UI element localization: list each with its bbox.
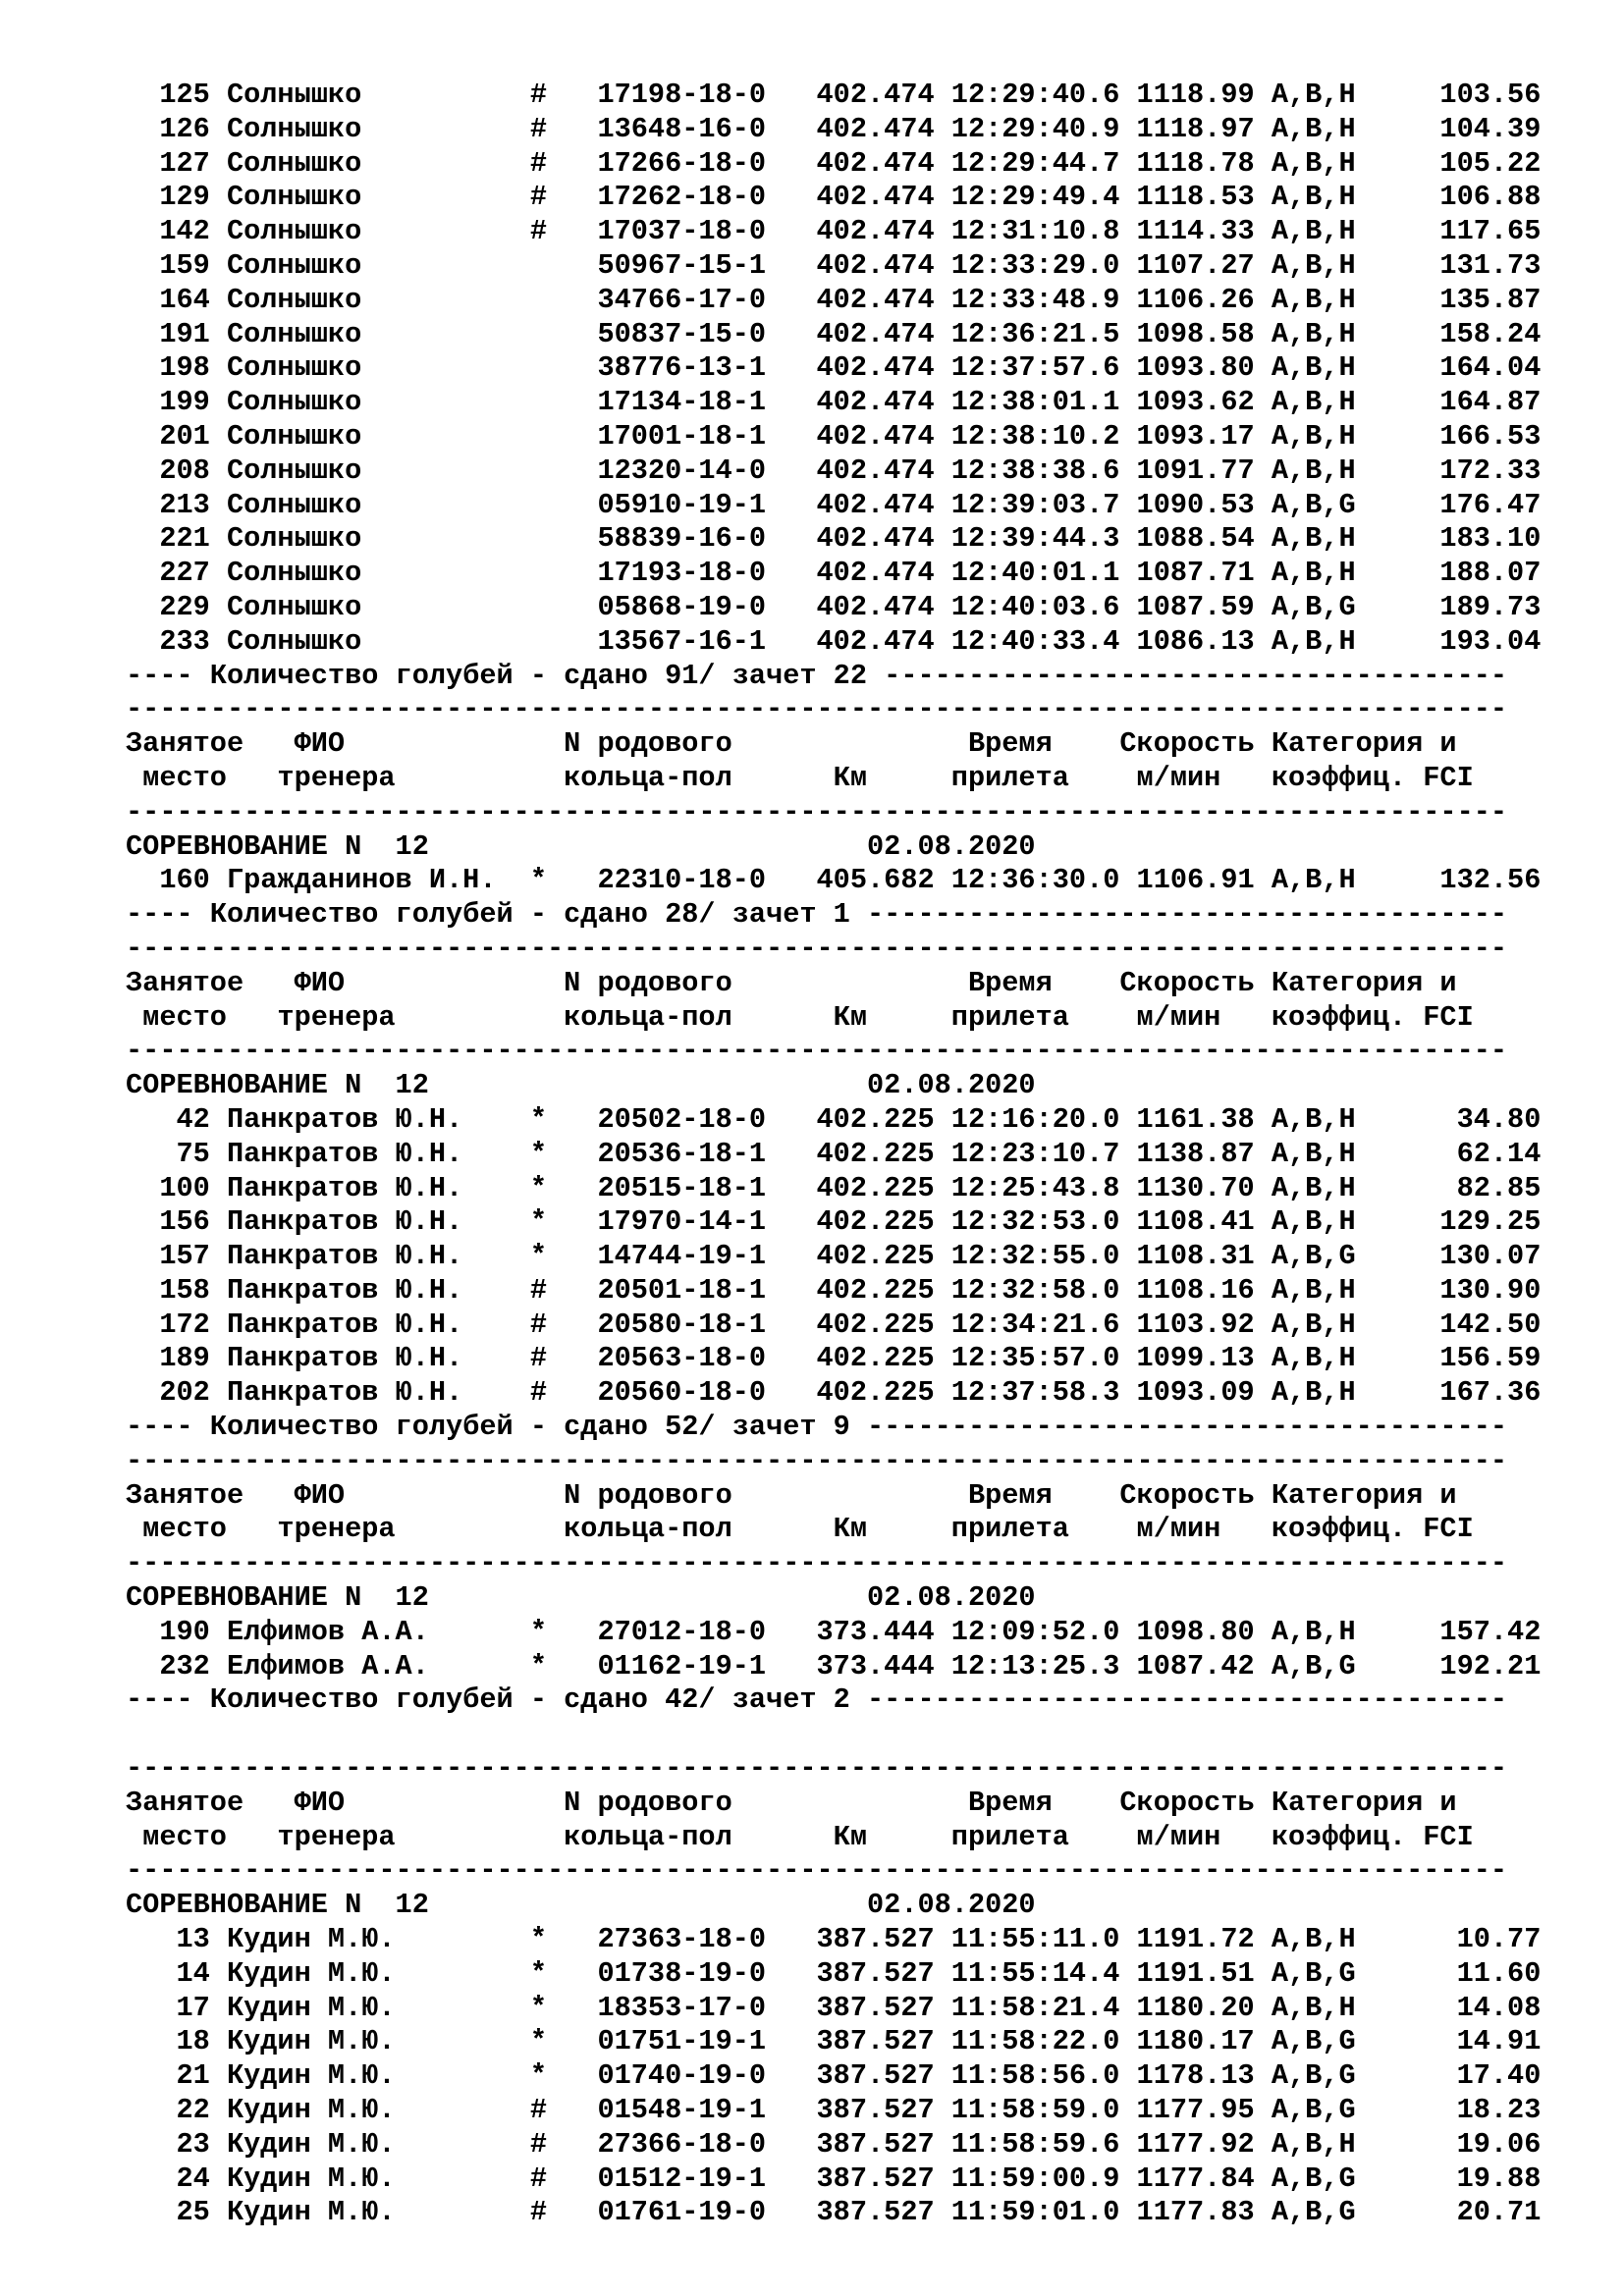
text-line: место тренера кольца-пол Км прилета м/мин коэффиц. FCI [126,761,1474,794]
text-line: Занятое ФИО N родового Время Скорость Категория и [126,727,1457,761]
text-line: 75 Панкратов Ю.Н. * 20536-18-1 402.225 12:23:10.7 1138.87 A,B,H 62.14 [126,1137,1542,1170]
text-line: место тренера кольца-пол Км прилета м/мин коэффиц. FCI [126,1000,1474,1034]
text-line: 42 Панкратов Ю.Н. * 20502-18-0 402.225 12:16:20.0 1161.38 A,B,H 34.80 [126,1102,1542,1136]
text-line: ---------------------------------------------------------------------------------- [126,795,1508,828]
text-line: 202 Панкратов Ю.Н. # 20560-18-0 402.225 12:37:58.3 1093.09 A,B,H 167.36 [126,1376,1542,1410]
text-line: Занятое ФИО N родового Время Скорость Категория и [126,1786,1457,1819]
text-line: 22 Кудин М.Ю. # 01548-19-1 387.527 11:58:59.0 1177.95 A,B,G 18.23 [126,2094,1542,2127]
results-printout [126,79,1598,2230]
text-line: ---------------------------------------------------------------------------------- [126,1035,1508,1068]
text-line: 227 Солнышко 17193-18-0 402.474 12:40:01.1 1087.71 A,B,H 188.07 [126,557,1542,590]
text-line: 100 Панкратов Ю.Н. * 20515-18-1 402.225 12:25:43.8 1130.70 A,B,H 82.85 [126,1171,1542,1204]
text-line: 172 Панкратов Ю.Н. # 20580-18-1 402.225 12:34:21.6 1103.92 A,B,H 142.50 [126,1308,1542,1341]
text-line: СОРЕВНОВАНИЕ N 12 02.08.2020 [126,829,1036,863]
text-line: ---- Количество голубей - сдано 91/ зачет 22 ------------------------------------- [126,659,1508,692]
text-line: ---------------------------------------------------------------------------------- [126,1752,1508,1786]
text-line: ---------------------------------------------------------------------------------- [126,1547,1508,1580]
text-line: 127 Солнышко # 17266-18-0 402.474 12:29:44.7 1118.78 A,B,H 105.22 [126,146,1542,180]
text-line [126,1718,1598,1752]
text-line: 208 Солнышко 12320-14-0 402.474 12:38:38.6 1091.77 A,B,H 172.33 [126,454,1542,487]
text-line: 17 Кудин М.Ю. * 18353-17-0 387.527 11:58:21.4 1180.20 A,B,H 14.08 [126,1991,1542,2024]
text-line: 126 Солнышко # 13648-16-0 402.474 12:29:40.9 1118.97 A,B,H 104.39 [126,112,1542,145]
text-line: 232 Елфимов А.А. * 01162-19-1 373.444 12:13:25.3 1087.42 A,B,G 192.21 [126,1649,1542,1682]
text-line: ---------------------------------------------------------------------------------- [126,932,1508,965]
text-line: ---------------------------------------------------------------------------------- [126,693,1508,726]
text-line: 13 Кудин М.Ю. * 27363-18-0 387.527 11:55:11.0 1191.72 A,B,H 10.77 [126,1923,1542,1956]
text-line: ---------------------------------------------------------------------------------- [126,1854,1508,1888]
text-line: 191 Солнышко 50837-15-0 402.474 12:36:21.5 1098.58 A,B,H 158.24 [126,317,1542,350]
text-line: 18 Кудин М.Ю. * 01751-19-1 387.527 11:58:22.0 1180.17 A,B,G 14.91 [126,2025,1542,2058]
text-line: Занятое ФИО N родового Время Скорость Категория и [126,966,1457,999]
text-line: 233 Солнышко 13567-16-1 402.474 12:40:33.4 1086.13 A,B,H 193.04 [126,624,1542,658]
text-line: СОРЕВНОВАНИЕ N 12 02.08.2020 [126,1581,1036,1615]
text-line: 160 Гражданинов И.Н. * 22310-18-0 405.682 12:36:30.0 1106.91 A,B,H 132.56 [126,864,1542,897]
text-line: 199 Солнышко 17134-18-1 402.474 12:38:01.1 1093.62 A,B,H 164.87 [126,386,1542,419]
text-line: место тренера кольца-пол Км прилета м/мин коэффиц. FCI [126,1513,1474,1546]
text-line: 24 Кудин М.Ю. # 01512-19-1 387.527 11:59:00.9 1177.84 A,B,G 19.88 [126,2162,1542,2195]
text-line: 229 Солнышко 05868-19-0 402.474 12:40:03.6 1087.59 A,B,G 189.73 [126,590,1542,623]
text-line: 23 Кудин М.Ю. # 27366-18-0 387.527 11:58:59.6 1177.92 A,B,H 19.06 [126,2127,1542,2161]
text-line: 164 Солнышко 34766-17-0 402.474 12:33:48.9 1106.26 A,B,H 135.87 [126,283,1542,316]
text-line: 157 Панкратов Ю.Н. * 14744-19-1 402.225 12:32:55.0 1108.31 A,B,G 130.07 [126,1240,1542,1273]
text-line: 125 Солнышко # 17198-18-0 402.474 12:29:40.6 1118.99 A,B,H 103.56 [126,79,1542,111]
text-line: 129 Солнышко # 17262-18-0 402.474 12:29:49.4 1118.53 A,B,H 106.88 [126,181,1542,214]
text-line: 158 Панкратов Ю.Н. # 20501-18-1 402.225 12:32:58.0 1108.16 A,B,H 130.90 [126,1273,1542,1307]
text-line: Занятое ФИО N родового Время Скорость Категория и [126,1478,1457,1512]
text-line: ---- Количество голубей - сдано 42/ зачет 2 -------------------------------------- [126,1683,1508,1717]
text-line: 156 Панкратов Ю.Н. * 17970-14-1 402.225 12:32:53.0 1108.41 A,B,H 129.25 [126,1205,1542,1239]
text-line: 142 Солнышко # 17037-18-0 402.474 12:31:10.8 1114.33 A,B,H 117.65 [126,215,1542,248]
text-line: 189 Панкратов Ю.Н. # 20563-18-0 402.225 12:35:57.0 1099.13 A,B,H 156.59 [126,1342,1542,1375]
text-line: 221 Солнышко 58839-16-0 402.474 12:39:44.3 1088.54 A,B,H 183.10 [126,522,1542,556]
text-line: ---------------------------------------------------------------------------------- [126,1444,1508,1477]
text-line: СОРЕВНОВАНИЕ N 12 02.08.2020 [126,1889,1036,1922]
text-line: СОРЕВНОВАНИЕ N 12 02.08.2020 [126,1069,1036,1102]
text-line: 198 Солнышко 38776-13-1 402.474 12:37:57.6 1093.80 A,B,H 164.04 [126,351,1542,385]
text-line: 190 Елфимов А.А. * 27012-18-0 373.444 12:09:52.0 1098.80 A,B,H 157.42 [126,1615,1542,1648]
text-line: место тренера кольца-пол Км прилета м/мин коэффиц. FCI [126,1820,1474,1853]
text-line: 213 Солнышко 05910-19-1 402.474 12:39:03.7 1090.53 A,B,G 176.47 [126,488,1542,521]
text-line: 21 Кудин М.Ю. * 01740-19-0 387.527 11:58:56.0 1178.13 A,B,G 17.40 [126,2059,1542,2093]
text-line: 25 Кудин М.Ю. # 01761-19-0 387.527 11:59:01.0 1177.83 A,B,G 20.71 [126,2196,1542,2229]
text-line: ---- Количество голубей - сдано 52/ зачет 9 -------------------------------------- [126,1411,1508,1444]
text-line: ---- Количество голубей - сдано 28/ зачет 1 -------------------------------------- [126,898,1508,932]
text-line: 14 Кудин М.Ю. * 01738-19-0 387.527 11:55:14.4 1191.51 A,B,G 11.60 [126,1956,1542,1990]
text-line: 159 Солнышко 50967-15-1 402.474 12:33:29.0 1107.27 A,B,H 131.73 [126,248,1542,282]
text-line: 201 Солнышко 17001-18-1 402.474 12:38:10.2 1093.17 A,B,H 166.53 [126,419,1542,453]
